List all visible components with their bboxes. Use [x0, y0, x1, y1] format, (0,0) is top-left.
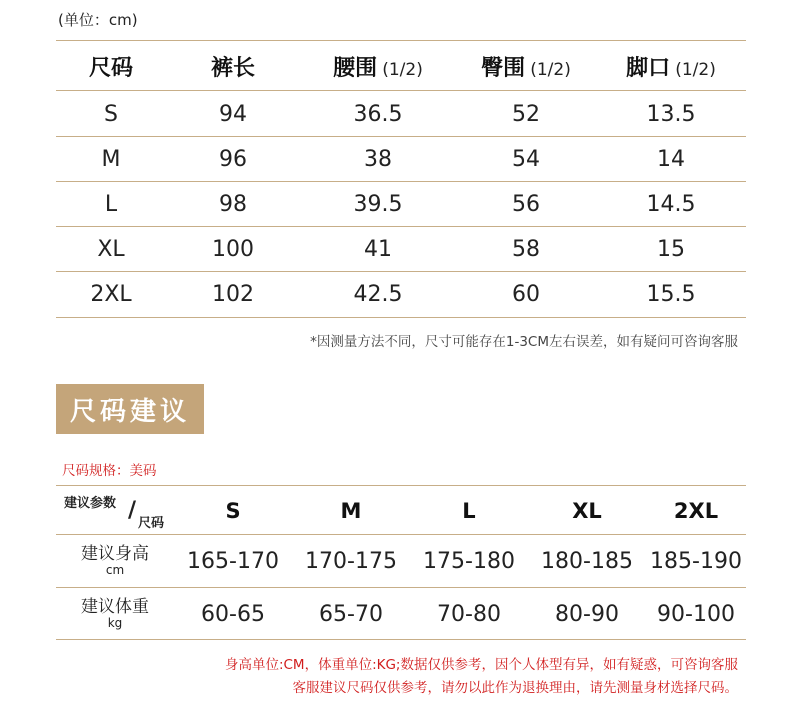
cell-size: M: [101, 147, 121, 172]
table-rule: [56, 485, 746, 486]
cell-hip: 52: [512, 102, 540, 127]
row-label-height: 建议身高 cm: [81, 543, 149, 577]
cell-height-xl: 180-185: [541, 548, 633, 574]
size-spec-label: 尺码规格：美码: [62, 463, 157, 479]
measurement-note: *因测量方法不同，尺寸可能存在1-3CM左右误差，如有疑问可咨询客服: [310, 334, 738, 350]
footer-line-2: 客服建议尺码仅供参考，请勿以此作为退换理由，请先测量身材选择尺码。: [292, 680, 738, 696]
table-row: [56, 92, 746, 137]
cell-height-2xl: 185-190: [650, 548, 742, 574]
header-size-l: L: [462, 499, 476, 523]
table-rule: [56, 90, 746, 91]
header-length: 裤长: [210, 55, 255, 81]
cell-length: 102: [212, 282, 254, 307]
corner-slash: /: [128, 498, 137, 523]
header-size: 尺码: [88, 55, 133, 81]
cell-weight-l: 70-80: [437, 601, 501, 627]
cell-hip: 56: [512, 192, 540, 217]
cell-weight-2xl: 90-100: [657, 601, 735, 627]
cell-size: L: [104, 192, 118, 217]
table-row: [56, 272, 746, 317]
cell-leg-opening: 14: [657, 147, 685, 172]
table-row-height: [56, 535, 746, 587]
header-waist: 腰围 (1/2): [333, 55, 423, 81]
cell-length: 100: [212, 237, 254, 262]
cell-weight-s: 60-65: [201, 601, 265, 627]
cell-leg-opening: 13.5: [646, 102, 696, 127]
cell-length: 94: [219, 102, 247, 127]
cell-waist: 41: [364, 237, 392, 262]
corner-top-label: 建议参数: [64, 496, 117, 511]
table-rule: [56, 40, 746, 41]
header-leg-opening: 脚口 (1/2): [626, 55, 716, 81]
cell-length: 96: [219, 147, 247, 172]
cell-leg-opening: 14.5: [646, 192, 696, 217]
cell-leg-opening: 15: [657, 237, 685, 262]
cell-waist: 36.5: [353, 102, 403, 127]
corner-header: [56, 488, 174, 534]
header-hip: 臀围 (1/2): [481, 55, 571, 81]
cell-hip: 58: [512, 237, 540, 262]
cell-waist: 38: [364, 147, 392, 172]
cell-leg-opening: 15.5: [646, 282, 696, 307]
cell-weight-xl: 80-90: [555, 601, 619, 627]
recommendation-header: [56, 488, 746, 534]
footer-line-1: 身高单位:CM，体重单位:KG;数据仅供参考，因个人体型有异，如有疑惑，可咨询客服: [224, 657, 738, 673]
footer-note: [225, 654, 738, 700]
header-size-s: S: [225, 499, 241, 523]
table-row: [56, 182, 746, 227]
cell-height-l: 175-180: [423, 548, 515, 574]
cell-waist: 39.5: [353, 192, 403, 217]
header-size-xl: XL: [572, 499, 602, 523]
header-size-2xl: 2XL: [673, 499, 719, 523]
cell-size: S: [104, 102, 118, 127]
header-size-m: M: [340, 499, 362, 523]
table-row-weight: [56, 588, 746, 640]
cell-waist: 42.5: [353, 282, 403, 307]
section-title-banner: 尺码建议: [56, 384, 204, 434]
corner-bottom-label: 尺码: [138, 516, 165, 531]
size-chart-header: [56, 42, 746, 90]
cell-height-m: 170-175: [305, 548, 397, 574]
table-row: [56, 137, 746, 182]
cell-size: 2XL: [90, 282, 132, 307]
table-rule: [56, 317, 746, 318]
row-label-weight: 建议体重 kg: [81, 596, 149, 630]
cell-hip: 60: [512, 282, 540, 307]
cell-hip: 54: [512, 147, 540, 172]
cell-length: 98: [219, 192, 247, 217]
cell-weight-m: 65-70: [319, 601, 383, 627]
table-rule: [56, 639, 746, 640]
cell-size: XL: [97, 237, 125, 262]
unit-note: (单位：cm): [58, 11, 138, 29]
cell-height-s: 165-170: [187, 548, 279, 574]
table-row: [56, 227, 746, 272]
